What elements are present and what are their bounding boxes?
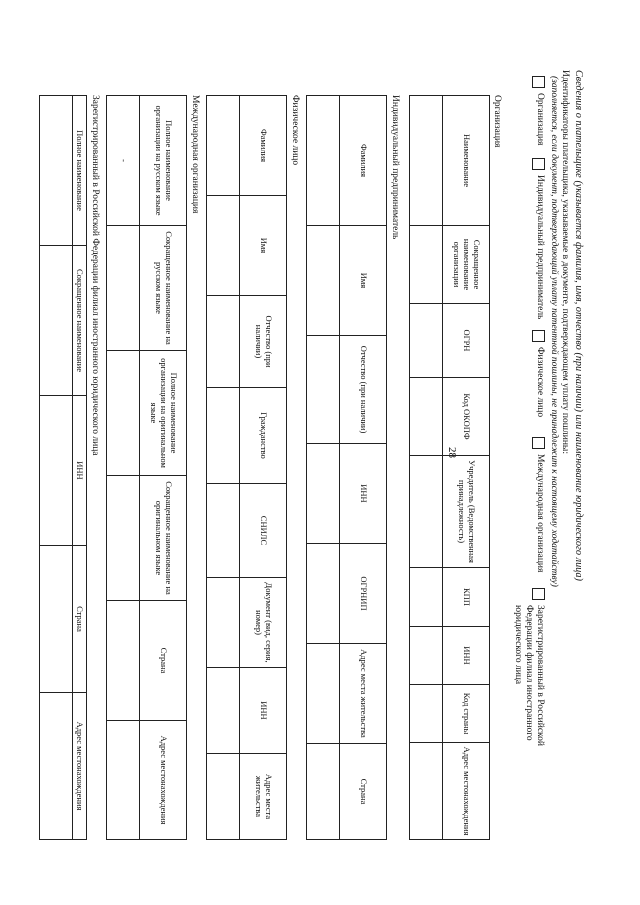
input-cell[interactable] — [307, 336, 340, 444]
input-cell[interactable] — [410, 685, 443, 743]
table-input-row — [107, 96, 140, 840]
input-cell[interactable] — [207, 668, 240, 754]
table-entrepreneur — [306, 95, 387, 840]
input-cell[interactable] — [107, 96, 140, 226]
col-header: ИНН — [340, 444, 387, 544]
col-header: Гражданство — [240, 388, 287, 484]
input-cell[interactable] — [40, 396, 73, 546]
col-header: Страна — [340, 744, 387, 840]
table-international — [106, 95, 187, 840]
table-input-row — [40, 96, 73, 840]
table-input-row — [307, 96, 340, 840]
col-header: Адрес местонахождения — [73, 693, 87, 840]
col-header: Отчество (при наличии) — [240, 296, 287, 388]
checkbox-organization[interactable] — [532, 76, 545, 88]
section-label-entrepreneur: Индивидуальный предприниматель — [390, 95, 400, 240]
table-header-row — [443, 96, 490, 840]
col-header: Сокращенное наименование — [73, 246, 87, 396]
input-cell[interactable] — [410, 226, 443, 304]
table-branch — [39, 95, 87, 840]
input-cell[interactable] — [107, 601, 140, 721]
col-header: Полное наименование организации на русском языке — [140, 96, 187, 226]
input-cell[interactable] — [107, 721, 140, 840]
col-header: Полное наименование — [73, 96, 87, 246]
input-cell[interactable] — [207, 196, 240, 296]
input-cell[interactable] — [410, 627, 443, 685]
col-header: Адрес места жительства — [340, 644, 387, 744]
checkbox-international[interactable] — [532, 437, 545, 449]
checkbox-label-organization: Организация — [535, 93, 545, 146]
table-organization — [409, 95, 490, 840]
col-header: СНИЛС — [240, 484, 287, 578]
col-header: Адрес местонахождения — [140, 721, 187, 840]
input-cell[interactable] — [40, 246, 73, 396]
input-cell[interactable] — [107, 351, 140, 476]
table-header-row — [240, 96, 287, 840]
input-cell[interactable] — [107, 226, 140, 351]
checkbox-entrepreneur[interactable] — [532, 158, 545, 170]
col-header: Код ОКОПФ — [443, 378, 490, 456]
identifiers-line: Идентификаторы плательщика, указываемые в документе, подтверждающем уплату пошлины: — [560, 70, 570, 454]
input-cell[interactable] — [410, 456, 443, 568]
checkbox-label-branch: Зарегистрированный в Российской Федерации филиал иностранного юридического лица — [513, 605, 545, 747]
dash-mark: - — [118, 159, 129, 162]
col-header: Документ (вид, серия, номер) — [240, 578, 287, 668]
input-cell[interactable] — [307, 544, 340, 644]
input-cell[interactable] — [40, 693, 73, 840]
col-header: ИНН — [443, 627, 490, 685]
page-number: 28 — [446, 447, 458, 458]
checkbox-individual[interactable] — [532, 330, 545, 342]
table-input-row — [410, 96, 443, 840]
section-label-branch: Зарегистрированный в Российской Федерации филиал иностранного юридического лица — [90, 95, 100, 456]
checkbox-label-international: Международная организация — [535, 454, 545, 573]
table-header-row — [340, 96, 387, 840]
table-individual — [206, 95, 287, 840]
input-cell[interactable] — [207, 96, 240, 196]
col-header: ОГРН — [443, 304, 490, 378]
table-header-row — [73, 96, 87, 840]
col-header: Имя — [340, 226, 387, 336]
input-cell[interactable] — [307, 226, 340, 336]
input-cell[interactable] — [410, 304, 443, 378]
input-cell[interactable] — [307, 644, 340, 744]
section-label-organization: Организация — [492, 95, 502, 148]
checkbox-branch[interactable] — [532, 588, 545, 600]
input-cell[interactable] — [207, 578, 240, 668]
col-header: КПП — [443, 568, 490, 627]
input-cell[interactable] — [40, 546, 73, 693]
input-cell[interactable] — [307, 96, 340, 226]
table-header-row — [140, 96, 187, 840]
input-cell[interactable] — [207, 388, 240, 484]
col-header: Сокращенное наименование на оригинальном языке — [140, 476, 187, 601]
input-cell[interactable] — [207, 754, 240, 840]
input-cell[interactable] — [307, 444, 340, 544]
col-header: Фамилия — [340, 96, 387, 226]
col-header: Код страны — [443, 685, 490, 743]
payer-type-checkboxes — [501, 76, 545, 876]
col-header: Фамилия — [240, 96, 287, 196]
section-label-individual: Физическое лицо — [290, 95, 300, 166]
col-header: Адрес местонахождения — [443, 743, 490, 840]
col-header: ОГРНИП — [340, 544, 387, 644]
checkbox-label-individual: Физическое лицо — [535, 347, 545, 418]
col-header: Учредитель (Ведомственная принадлежность) — [443, 456, 490, 568]
col-header: Наименование — [443, 96, 490, 226]
col-header: Имя — [240, 196, 287, 296]
input-cell[interactable] — [107, 476, 140, 601]
section-label-international: Международная организация — [190, 95, 200, 214]
payer-info-heading: Сведения о плательщике (указывается фамилия, имя, отчество (при наличии) или наименование юридического лица) — [573, 70, 584, 582]
col-header: ИНН — [240, 668, 287, 754]
input-cell[interactable] — [410, 743, 443, 840]
col-header: Полное наименование организации на оригинальном языке — [140, 351, 187, 476]
col-header: Сокращенное наименование организации — [443, 226, 490, 304]
input-cell[interactable] — [207, 484, 240, 578]
col-header: Страна — [73, 546, 87, 693]
input-cell[interactable] — [410, 96, 443, 226]
input-cell[interactable] — [207, 296, 240, 388]
identifiers-note: (заполняется, если документ, подтверждающий уплату патентной пошлины, не принадлежит к настоящему ходатайству) — [549, 76, 559, 587]
col-header: Сокращенное наименование на русском языке — [140, 226, 187, 351]
input-cell[interactable] — [40, 96, 73, 246]
col-header: Отчество (при наличии) — [340, 336, 387, 444]
col-header: ИНН — [73, 396, 87, 546]
input-cell[interactable] — [410, 378, 443, 456]
checkbox-label-entrepreneur: Индивидуальный предприниматель — [535, 175, 545, 320]
col-header: Адрес места жительства — [240, 754, 287, 840]
input-cell[interactable] — [307, 744, 340, 840]
input-cell[interactable] — [410, 568, 443, 627]
col-header: Страна — [140, 601, 187, 721]
table-input-row — [207, 96, 240, 840]
